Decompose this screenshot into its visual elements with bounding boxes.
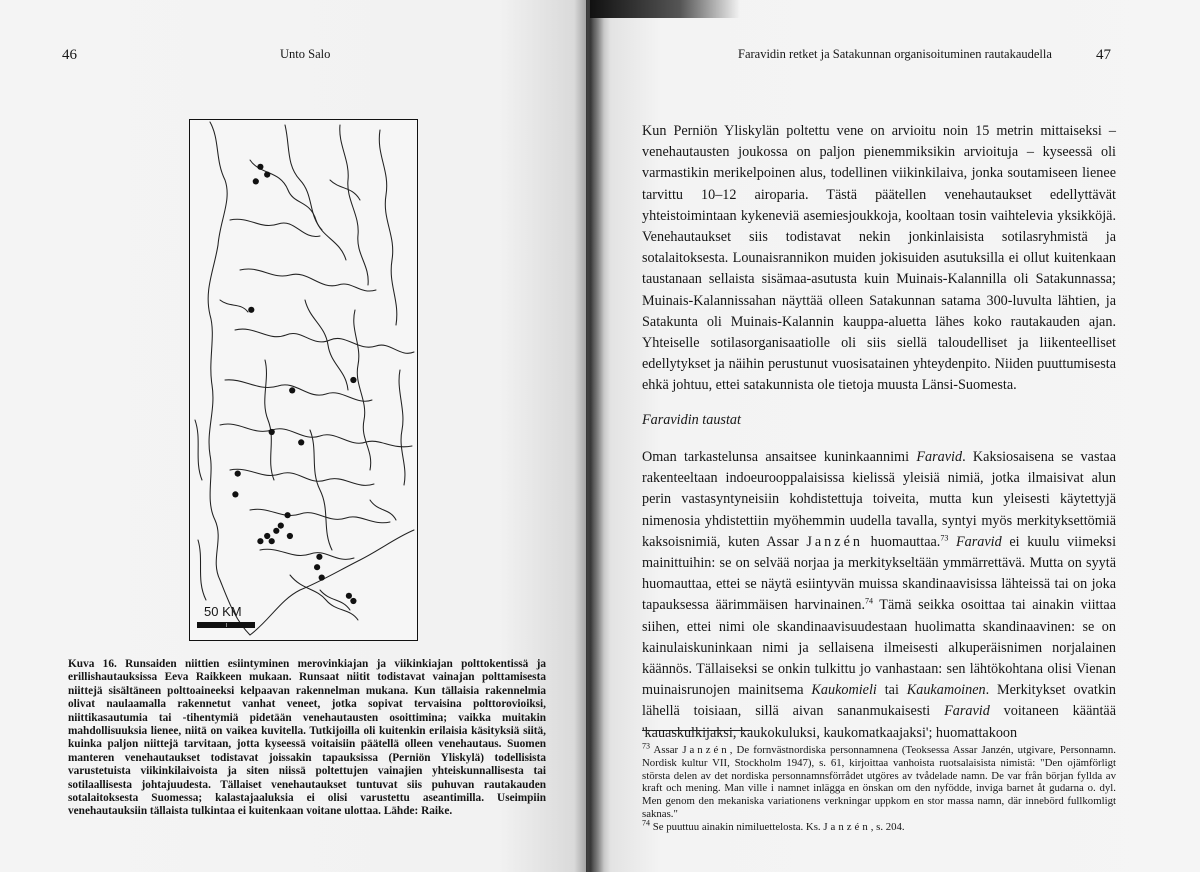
footnote-ref-74[interactable]: 74 <box>865 596 874 606</box>
paragraph-1-text: Kun Perniön Yliskylän poltettu vene on arvioitu noin 15 metrin mittaiseksi – venehautausten joukossa on paljon pienemmiksikin arvioituja – kyseessä oli varmastikin merikelpoinen alus, todellinen viikinkilaiva, jonka soutamiseen lienee tarvittu 10–12 airoparia. Tästä päätellen venehautaukset edellyttävät yhteistoimintaan kykeneviä asemiesjoukkoja, kooltaan tosin vaihtelevia yksikköjä. Venehautaukset siis todistavat nekin jonkinlaisista sotilasryhmistä ja sotalaitoksesta. Lounaisrannikon muiden jokisuiden asutuksilla ei ollut kuitenkaan taustanaan sellaista sisämaa-asutusta kuin Muinais-Kalannilla oli Satakunnassa; Muinais-Kalannissahan näyttää olleen Satakunnan satama 300-luvulta lähtien, ja Satakunta oli Muinais-Kalannin kauppa-aluetta lähes koko rautakauden ajan. Yhteiselle sotilasorganisaatiolle oli siis siellä taloudelliset ja liikenteelliset edellytykset ja näihin perustunut vuosisatainen yhteydenpito. Niiden puuttumisesta ehkä johtuu, ettei satakunnista ole tietoja muusta Länsi-Suomesta. <box>642 123 1116 394</box>
site-marker <box>273 528 279 534</box>
site-marker <box>285 512 291 518</box>
p2-term-faravid-3: Faravid <box>944 703 990 720</box>
p2-part-c: huomauttaa. <box>862 533 941 550</box>
footnote-73 <box>642 741 1116 821</box>
site-marker <box>350 598 356 604</box>
caption-text: Runsaiden niittien esiintyminen merovinkiajan ja viikinkiajan polttokentissä ja erillishautauksissa Eeva Raikkeen mukaan. Runsaat niitit todistavat vainajan polttamisesta niittejä sisältäneen polttoaineeksi kelpaavan rakennelman mukana. Kun tällaisia rakennelmia olivat naulaamalla rakennetut vanhat veneet, jotka sopivat tervaisina polttorovioiksi, niittikasautumia tai -tihentymiä pidetään venehautausten osoittimina; vaikka muitakin mahdollisuuksia lienee, niitä on vaikea kuvitella. Tutkijoilla oli kuitenkin erilaisia käsityksiä siitä, kuinka paljon niittejä tarvitaan, jotta kyseessä voitaisiin päätellä olleen venehautaus. Suomen manteren venehautaukset todistavat joissakin tapauksissa (Perniön Yliskylä) todellisista varustetuista viikinkilaivoista ja siten niissä poltettujen vainajien yhteiskunnallisesta tai sotilaallisesta johtajuudesta. Tällaiset venehautaukset tuntuvat siis puhuvan rautakauden sotalaitoksesta Suomessa; kalastajaaluksia ei olisi varustettu aseantimilla. Useimpiin venehautauksiin tällaista tulkintaa ei kuitenkaan voitane ulottaa. Lähde: Raike. <box>68 658 546 818</box>
caption-label: Kuva 16. <box>68 658 117 670</box>
map-figure <box>189 119 418 641</box>
site-marker <box>257 538 263 544</box>
p2-part-d: ei kuulu viimeksi mainittuihin: se on selvää norjaa ja merkitykseltään ymmärrettävä. Mutta on syytä huomauttaa, ettei se näytä esiintyvän muissa skandinaavisissa lähteissä tai on joka tapauksessa äärimmäisen harvinainen. <box>642 533 1117 614</box>
site-marker <box>346 593 352 599</box>
paragraph-1 <box>642 121 1116 397</box>
p2-part-e: Tämä seikka osoittaa tai ainakin viittaa siihen, ettei nimi ole skandinaavisuudestaan huolimatta skandinaavinen: se on kainulaiskuninkaan nimi ja sellaisena ilmeisesti alkuperäisnimen norjalainen käännös. Tällaiseksi se onkin tulkittu jo vanhastaan: sen lähtökohtana olisi Vienan muinaisrunojen mainitsema <box>642 597 1116 699</box>
p2-name-janzen: Janzén <box>806 533 863 550</box>
p2-term-kaukomieli: Kaukomieli <box>811 682 877 699</box>
paragraph-2 <box>642 447 1116 744</box>
footnote-74-part-b: , s. 204. <box>870 820 905 833</box>
footnote-74-name: Janzén <box>823 820 871 833</box>
site-marker <box>319 575 325 581</box>
gutter-shadow <box>574 0 604 872</box>
footnote-73-number: 73 <box>642 741 650 751</box>
left-page <box>0 0 586 872</box>
section-heading: Faravidin taustat <box>642 412 741 428</box>
left-page-number: 46 <box>62 47 77 63</box>
coastline <box>208 122 250 635</box>
site-marker <box>316 554 322 560</box>
site-marker <box>264 172 270 178</box>
p2-part-g: . Merkitykset ovatkin lähellä toisiaan, sillä aivan sananmukaisesti <box>642 682 1117 720</box>
map-scale-label: 50 KM <box>204 604 242 619</box>
site-marker <box>350 377 356 383</box>
p2-term-faravid-2: Faravid <box>955 533 1002 550</box>
footnote-74-number: 74 <box>642 818 650 828</box>
map-scale-bar <box>197 622 255 628</box>
p2-term-faravid: Faravid <box>916 449 963 465</box>
right-running-head: Faravidin retket ja Satakunnan organisoituminen rautakaudella <box>738 47 1052 61</box>
p2-part-a: Oman tarkastelunsa ansaitsee kuninkaannimi <box>642 449 917 465</box>
map-drawing <box>190 120 417 640</box>
left-running-head: Unto Salo <box>280 47 331 61</box>
footnote-74 <box>642 818 1116 834</box>
site-marker <box>278 523 284 529</box>
p2-part-f: tai <box>876 682 907 699</box>
site-marker <box>287 533 293 539</box>
site-marker <box>289 387 295 393</box>
footnote-73-name: Janzén <box>682 744 730 756</box>
footnote-ref-73[interactable]: 73 <box>940 533 949 543</box>
coastline-south <box>250 530 414 635</box>
site-marker <box>298 439 304 445</box>
footnotes <box>642 741 1116 834</box>
figure-caption <box>68 658 546 819</box>
site-marker <box>269 538 275 544</box>
p2-part-h: voitaneen kääntää 'kauaskulkijaksi, kaukokuluksi, kaukomatkaajaksi'; huomattakoon <box>642 703 1117 741</box>
footnote-73-part-a: Assar <box>650 744 683 756</box>
site-marker <box>257 164 263 170</box>
p2-part-b: . Kaksiosaisena se vastaa rakenteeltaan indoeurooppalaisissa kielissä yleisiä nimiä, jotka ilmaisivat alun perin vastasyntyneisiin kohdistettuja toiveita, mutta kun yleisesti käytettyjä nimenosia yhdistettiin myöhemmin uudella tavalla, syntyi myös merkityksettömiä kaksoisnimiä, kuten Assar <box>642 449 1116 550</box>
footnote-74-part-a: Se puuttuu ainakin nimiluettelosta. Ks. <box>650 820 824 833</box>
footnote-rule <box>642 730 752 731</box>
site-marker <box>264 533 270 539</box>
scan-edge <box>590 0 740 18</box>
site-marker <box>269 429 275 435</box>
footnote-73-part-b: , De fornvästnordiska personnamnena (Teoksessa Assar Janzén, utgivare, Personnamn. Nordisk kultur VII, Stockholm 1947), s. 61, kirjoittaa vanhoista ruotsalaisista nimistä: "Den ojämförligt största delen av det nordiska personnamnsförrådet utgöres av tvådelade namn. De var från början fyllda av kraft och mening. Man ville i namnet inlägga en önskan om den nyfödde, inviga barnet åt gudarna o. dyl. Men genom den mekaniska variationens verkningar uppkom en stor massa namn, där innebörd fullkomligt saknas." <box>642 744 1116 820</box>
site-marker <box>314 564 320 570</box>
p2-term-kaukamoinen: Kaukamoinen <box>906 682 986 699</box>
site-marker <box>248 307 254 313</box>
right-page-number: 47 <box>1096 47 1111 63</box>
site-marker <box>235 471 241 477</box>
site-marker <box>232 491 238 497</box>
site-marker <box>253 178 259 184</box>
